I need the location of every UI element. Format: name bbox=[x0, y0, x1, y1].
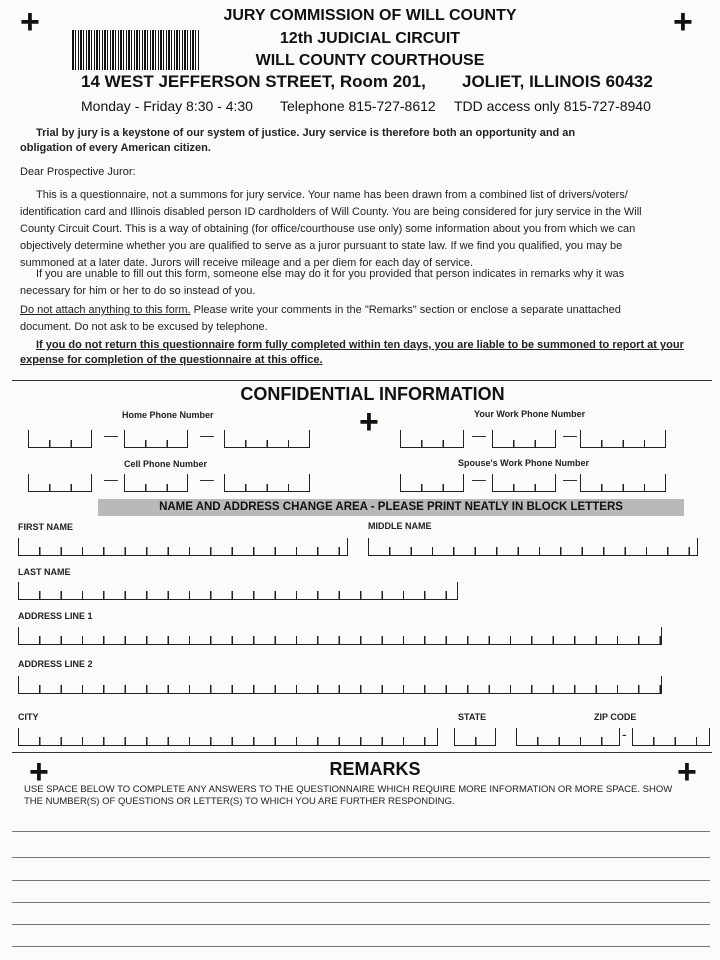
first-name-field[interactable] bbox=[18, 538, 348, 556]
address-line-1-label: ADDRESS LINE 1 bbox=[18, 611, 93, 621]
header-address: 14 WEST JEFFERSON STREET, Room 201, bbox=[81, 72, 426, 91]
header-courthouse: WILL COUNTY COURTHOUSE bbox=[255, 52, 485, 69]
first-name-label: FIRST NAME bbox=[18, 522, 73, 532]
home-phone-line[interactable] bbox=[224, 430, 310, 448]
confidential-title: CONFIDENTIAL INFORMATION bbox=[240, 384, 505, 404]
registration-mark-top-right: + bbox=[673, 3, 693, 41]
address-line-2-label: ADDRESS LINE 2 bbox=[18, 659, 93, 669]
address-line-2-field[interactable] bbox=[18, 676, 662, 694]
cell-phone-line[interactable] bbox=[224, 474, 310, 492]
zip-plus-four-field[interactable] bbox=[632, 728, 710, 746]
header-telephone: Telephone 815-727-8612 bbox=[280, 98, 436, 114]
last-name-label: LAST NAME bbox=[18, 567, 71, 577]
remarks-title: REMARKS bbox=[329, 759, 421, 779]
remarks-line-4[interactable] bbox=[12, 902, 710, 903]
name-address-banner: NAME AND ADDRESS CHANGE AREA - PLEASE PRINT NEATLY IN BLOCK LETTERS bbox=[98, 499, 684, 516]
middle-name-label: MIDDLE NAME bbox=[368, 521, 432, 531]
attach-notice-rest: Please write your comments in the "Remarks" section or enclose a separate unattached document. Do not ask to be excused by telephone. bbox=[20, 304, 621, 333]
header-hours: Monday - Friday 8:30 - 4:30 bbox=[81, 98, 253, 114]
header-title: JURY COMMISSION OF WILL COUNTY bbox=[223, 7, 517, 24]
work-phone-line[interactable] bbox=[580, 430, 666, 448]
zip-dash: - bbox=[622, 726, 627, 742]
cell-phone-dash-1: — bbox=[104, 471, 118, 487]
registration-mark-center: + bbox=[359, 403, 379, 441]
zip-code-field[interactable] bbox=[516, 728, 620, 746]
spouse-phone-area-code[interactable] bbox=[400, 474, 464, 492]
remarks-line-1[interactable] bbox=[12, 831, 710, 832]
remarks-line-6[interactable] bbox=[12, 946, 710, 947]
remarks-line-2[interactable] bbox=[12, 857, 710, 858]
zip-label: ZIP CODE bbox=[594, 712, 637, 722]
work-phone-area-code[interactable] bbox=[400, 430, 464, 448]
state-field[interactable] bbox=[454, 728, 496, 746]
keystone-statement: Trial by jury is a keystone of our system of justice. Jury service is therefore both an opportunity and an obligation of every American citizen. bbox=[20, 127, 576, 154]
spouse-phone-dash-2: — bbox=[563, 471, 577, 487]
work-phone-prefix[interactable] bbox=[492, 430, 556, 448]
attach-notice bbox=[20, 302, 670, 336]
remarks-instructions: USE SPACE BELOW TO COMPLETE ANY ANSWERS TO THE QUESTIONNAIRE WHICH REQUIRE MORE INFORMATION OR MORE SPACE. SHOW THE NUMBER(S) OF QUESTIONS OR LETTER(S) TO WHICH YOU ARE FURTHER RESPONDING. bbox=[24, 784, 673, 807]
home-phone-dash-2: — bbox=[200, 427, 214, 443]
registration-mark-remarks-right: + bbox=[677, 753, 697, 791]
header-city: JOLIET, ILLINOIS 60432 bbox=[462, 72, 653, 91]
state-label: STATE bbox=[458, 712, 487, 722]
cell-phone-area-code[interactable] bbox=[28, 474, 92, 492]
middle-name-field[interactable] bbox=[368, 538, 698, 556]
remarks-line-5[interactable] bbox=[12, 924, 710, 925]
home-phone-label: Home Phone Number bbox=[122, 410, 214, 420]
cell-phone-dash-2: — bbox=[200, 471, 214, 487]
remarks-line-3[interactable] bbox=[12, 880, 710, 881]
home-phone-prefix[interactable] bbox=[124, 430, 188, 448]
spouse-phone-line[interactable] bbox=[580, 474, 666, 492]
work-phone-dash-1: — bbox=[472, 427, 486, 443]
cell-phone-prefix[interactable] bbox=[124, 474, 188, 492]
work-phone-dash-2: — bbox=[563, 427, 577, 443]
last-name-field[interactable] bbox=[18, 582, 458, 600]
salutation: Dear Prospective Juror: bbox=[20, 166, 136, 178]
return-warning: If you do not return this questionnaire form fully completed within ten days, you are liable to be summoned to report at your expense for completion of the questionnaire at this office. bbox=[20, 339, 684, 366]
home-phone-dash-1: — bbox=[104, 427, 118, 443]
section-divider-remarks bbox=[12, 752, 712, 753]
attach-notice-underlined: Do not attach anything to this form. bbox=[20, 304, 191, 316]
section-divider-top bbox=[12, 380, 712, 381]
intro-paragraph-1: This is a questionnaire, not a summons for jury service. Your name has been drawn from a combined list of drivers/voters/ identification card and Illinois disabled person ID cardholders of Will County. You are being considered for jury service in the Will County Circuit Court. This is a way of obtaining (for office/courthouse use only) some information about you from which we can objectively determine whether you are qualified to serve as a juror pursuant to state law. If we find you qualified, you may be summoned at a later date. Jurors will receive mileage and a per diem for each day of service. bbox=[20, 189, 642, 269]
city-field[interactable] bbox=[18, 728, 438, 746]
work-phone-label: Your Work Phone Number bbox=[474, 409, 586, 419]
home-phone-area-code[interactable] bbox=[28, 430, 92, 448]
header-circuit: 12th JUDICIAL CIRCUIT bbox=[279, 30, 461, 47]
header-tdd: TDD access only 815-727-8940 bbox=[454, 98, 651, 114]
spouse-phone-dash-1: — bbox=[472, 471, 486, 487]
registration-mark-remarks-left: + bbox=[29, 753, 49, 791]
spouse-phone-label: Spouse's Work Phone Number bbox=[458, 458, 589, 468]
registration-mark-top-left: + bbox=[20, 3, 40, 41]
spouse-phone-prefix[interactable] bbox=[492, 474, 556, 492]
intro-paragraph-2: If you are unable to fill out this form, someone else may do it for you provided that person indicates in remarks why it was necessary for him or her to do so instead of you. bbox=[20, 268, 625, 297]
city-label: CITY bbox=[18, 712, 39, 722]
address-line-1-field[interactable] bbox=[18, 627, 662, 645]
cell-phone-label: Cell Phone Number bbox=[124, 459, 208, 469]
